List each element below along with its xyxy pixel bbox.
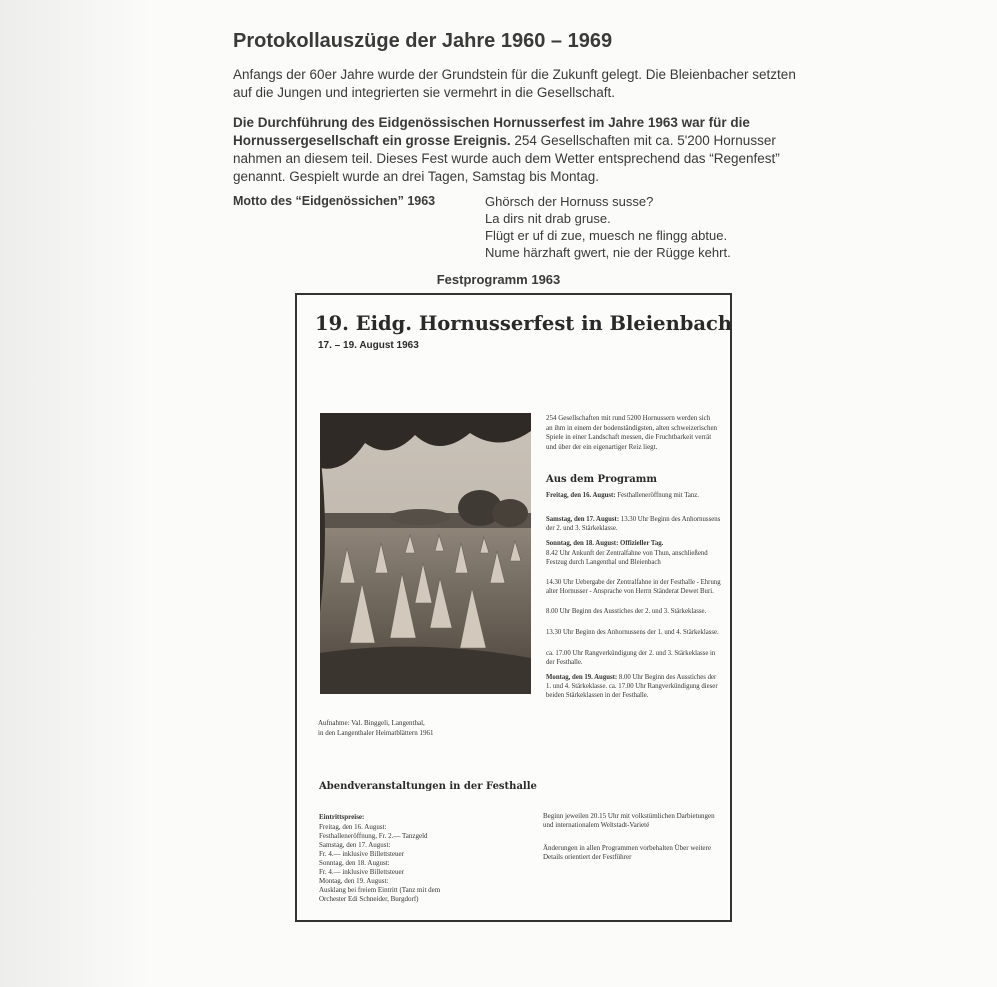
event-paragraph-rest: 254 Gesellschaften mit ca. 5'200 Hornusser nahmen an diesem teil. Dieses Fest wurde auch dem Wetter entsprechend das “Regenfest” genannt. Gespielt wurde an drei Tagen, Samstag bis Montag. (233, 133, 780, 184)
program-day: Freitag, den 16. August: (546, 492, 616, 499)
program-text: 8.00 Uhr Beginn des Ausstiches der 2. und 3. Stärkeklasse. (546, 608, 707, 615)
flyer-date: 17. – 19. August 1963 (318, 340, 419, 351)
motto-label: Motto des “Eidgenössichen” 1963 (233, 194, 436, 208)
program-text: 8.42 Uhr Ankunft der Zentralfahne von Thun, anschließend Festzug durch Langenthal und Bleienbach (546, 550, 708, 566)
program-text: 14.30 Uhr Uebergabe der Zentralfahne in der Festhalle - Ehrung alter Hornusser - Ansprache von Herrn Ständerat Dewet Buri. (546, 579, 721, 595)
admission-line: Festhalleneröffnung, Fr. 2.— Tanzgeld (319, 832, 428, 840)
admission-line: Fr. 4.— inklusive Billettsteuer (319, 868, 404, 876)
admission-list (319, 823, 519, 904)
event-paragraph-bold: Die Durchführung des Eidgenössischen Hornusserfest im Jahre 1963 war für die Hornussergesellschaft ein grosse Ereignis. (233, 115, 750, 148)
motto-line: Flügt er uf di zue, muesch ne flingg abtue. (485, 228, 728, 243)
photo-caption-line: in den Langenthaler Heimatblättern 1961 (318, 729, 434, 737)
program-text: Festhalleneröffnung mit Tanz. (615, 492, 700, 499)
intro-paragraph: Anfangs der 60er Jahre wurde der Grundstein für die Zukunft gelegt. Die Bleienbacher setzten auf die Jungen und integrierten sie vermehrt in die Gesellschaft. (233, 67, 796, 100)
program-day: Sonntag, den 18. August: Offizieller Tag. (546, 540, 664, 547)
program-item (546, 515, 721, 533)
program-text: 13.30 Uhr Beginn des Anhornussens der 2. und 3. Stärkeklasse. (546, 516, 721, 532)
motto-line: Nume härzhaft gwert, nie der Rügge kehrt. (485, 245, 731, 260)
program-item (546, 649, 721, 667)
changes-notice: Änderungen in allen Programmen vorbehalten Über weitere Details orientiert der Festführer (543, 844, 711, 861)
admission-line: Ausklang bei freiem Eintritt (Tanz mit dem (319, 886, 441, 894)
program-item (546, 549, 721, 567)
landscape-photo (320, 413, 531, 694)
festprogramm-title: Festprogramm 1963 (436, 272, 561, 287)
evening-start-info: Beginn jeweilen 20.15 Uhr mit volkstümlichen Darbietungen und internationalem Weltstadt-Varieté (543, 812, 715, 829)
program-item (546, 673, 721, 700)
motto-line: La dirs nit drab gruse. (485, 211, 611, 226)
program-title: Aus dem Programm (546, 474, 657, 485)
motto-line: Ghörsch der Hornuss susse? (485, 194, 654, 209)
program-item (546, 607, 721, 616)
photo-caption (318, 718, 433, 738)
program-item (546, 491, 721, 500)
program-day: Montag, den 19. August: (546, 674, 618, 681)
admission-line: Sonntag, den 18. August: (319, 859, 390, 867)
page-title: Protokollauszüge der Jahre 1960 – 1969 (233, 30, 613, 52)
admission-line: Samstag, den 17. August: (319, 841, 391, 849)
evening-events-title: Abendveranstaltungen in der Festhalle (319, 781, 537, 792)
flyer-title: 19. Eidg. Hornusserfest in Bleienbach (315, 312, 733, 335)
admission-line: Freitag, den 16. August: (319, 823, 387, 831)
program-text: 13.30 Uhr Beginn des Anhornussens der 1. und 4. Stärkeklasse. (546, 629, 719, 636)
scan-edge-shadow (0, 0, 150, 987)
program-item (546, 578, 721, 596)
admission-line: Orchester Edi Schneider, Burgdorf) (319, 895, 419, 903)
flyer-intro-text: 254 Gesellschaften mit rund 5200 Hornussern werden sich an ihm in einem der bodenständigsten, alten schweizerischen Spiele in einer Landschaft messen, die Fruchtbarkeit verrät und über der ein eigenartiger Reiz liegt. (546, 414, 718, 452)
admission-line: Montag, den 19. August: (319, 877, 389, 885)
admission-line: Fr. 4.— inklusive Billettsteuer (319, 850, 404, 858)
program-text: 8.00 Uhr Beginn des Ausstiches der 1. und 4. Stärkeklasse. ca. 17.00 Uhr Rangverkündigung dieser beiden Stärkeklassen in der Festhalle. (546, 674, 718, 699)
program-item (546, 539, 721, 548)
program-item (546, 628, 721, 637)
event-paragraph (233, 114, 813, 186)
motto-verse (485, 193, 731, 261)
admission-label: Eintrittspreise: (319, 813, 365, 821)
program-day: Samstag, den 17. August: (546, 516, 620, 523)
photo-caption-line: Aufnahme: Val. Binggeli, Langenthal, (318, 719, 425, 727)
program-text: ca. 17.00 Uhr Rangverkündigung der 2. und 3. Stärkeklasse in der Festhalle. (546, 650, 716, 666)
